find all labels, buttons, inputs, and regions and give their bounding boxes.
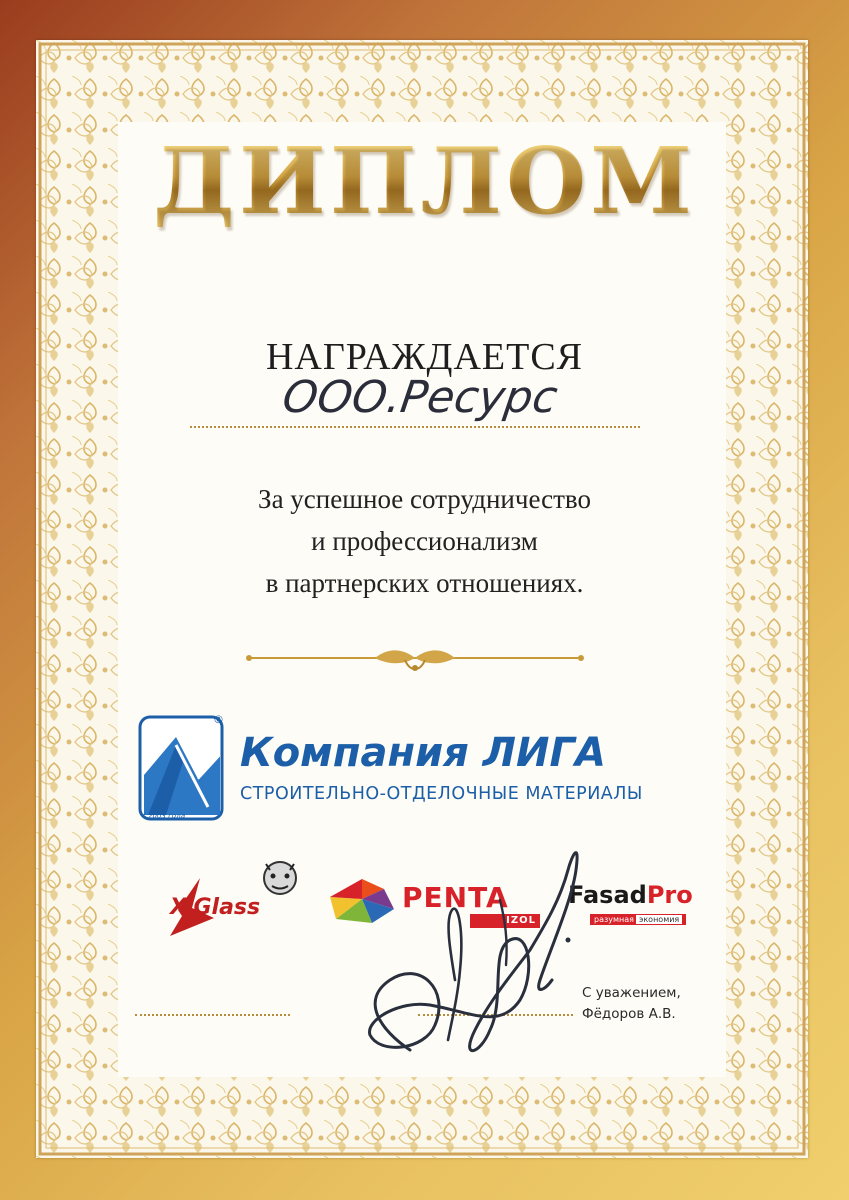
recipient-name: ООО.Ресурс [279, 372, 561, 423]
reason-line-1: За успешное сотрудничество [258, 484, 591, 514]
ornamental-divider [245, 646, 585, 676]
company-subtitle: СТРОИТЕЛЬНО-ОТДЕЛОЧНЫЕ МАТЕРИАЛЫ [240, 784, 643, 804]
penta-logo-text: PENTA [402, 881, 509, 914]
fasadpro-pro: Pro [646, 881, 693, 909]
page-title: ДИПЛОМ [0, 135, 849, 227]
signer-name: Фёдоров А.В. [582, 1006, 676, 1022]
fasadpro-tagline-1: разумная [594, 915, 634, 924]
liga-logo-icon [138, 715, 224, 821]
awarded-label: НАГРАЖДАЕТСЯ [265, 336, 584, 378]
regards-text: С уважением, [582, 985, 681, 1001]
award-reason [0, 478, 849, 604]
penta-sublogo: IZOL [470, 914, 540, 928]
recipient-underline [190, 426, 640, 428]
company-name: Компания ЛИГА [240, 730, 606, 776]
company-since: с 2003 года [142, 812, 186, 820]
fasadpro-name: Fasad [568, 881, 647, 909]
fasadpro-tagline-2: экономия [636, 915, 682, 924]
handwritten-signature [340, 830, 600, 1080]
registered-mark: ® [213, 713, 224, 726]
signature-line-left [135, 1014, 290, 1016]
xglass-logo-text: X-Glass [170, 895, 261, 920]
reason-line-2: и профессионализм [311, 526, 538, 556]
reason-line-3: в партнерских отношениях. [265, 568, 584, 598]
